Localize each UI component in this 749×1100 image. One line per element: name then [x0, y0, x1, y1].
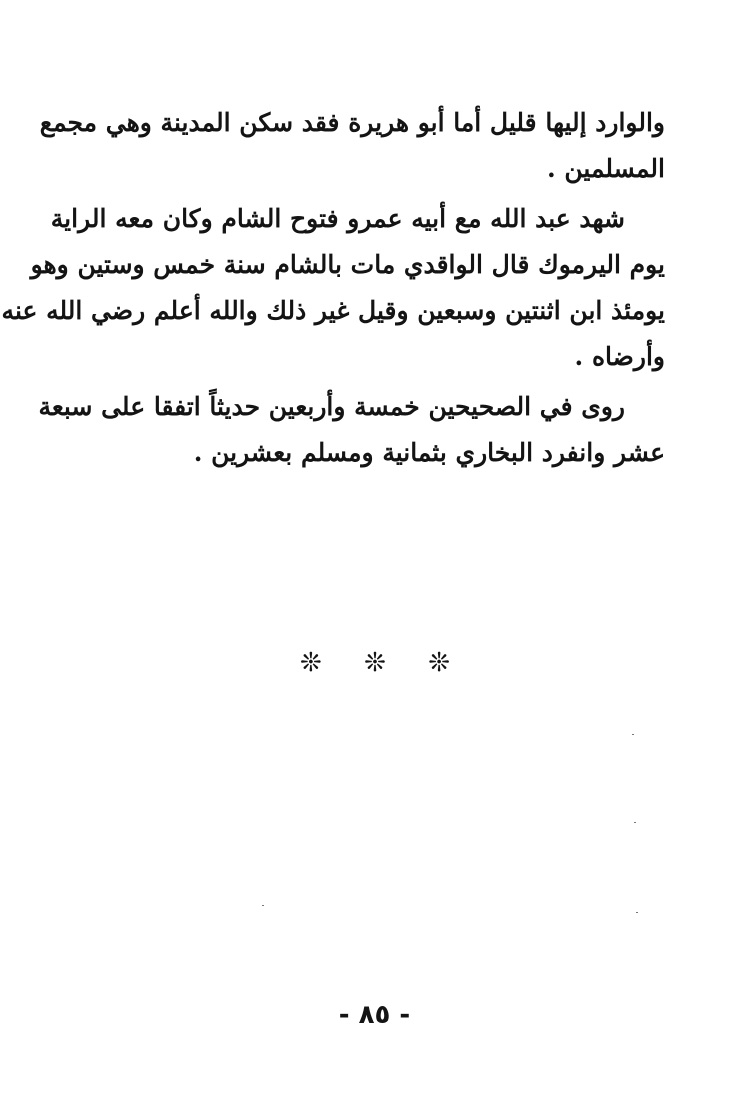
scan-speck: [262, 905, 264, 906]
paragraph-1: [39, 100, 665, 192]
asterism-icon: ❊: [300, 648, 322, 678]
text-line: يوم اليرموك قال الواقدي مات بالشام سنة خمس وستين وهو: [30, 250, 665, 279]
text-line: وأرضاه .: [574, 342, 665, 371]
section-divider: [300, 648, 450, 678]
text-line: والوارد إليها قليل أما أبو هريرة فقد سكن المدينة وهي مجمع: [39, 108, 665, 137]
asterism-icon: ❊: [364, 648, 386, 678]
asterism-icon: ❊: [428, 648, 450, 678]
paragraph-2: [1, 196, 665, 380]
page-body: [1, 100, 665, 480]
scan-speck: [636, 912, 638, 913]
paragraph-3: [38, 384, 665, 476]
text-line: عشر وانفرد البخاري بثمانية ومسلم بعشرين .: [193, 438, 665, 467]
scan-speck: [632, 734, 634, 735]
page-number: - ٨٥ -: [338, 1000, 411, 1030]
text-line: المسلمين .: [546, 154, 665, 183]
text-line: روى في الصحيحين خمسة وأربعين حديثاً اتفقا على سبعة: [38, 392, 625, 421]
scan-speck: [634, 822, 636, 823]
text-line: يومئذ ابن اثنتين وسبعين وقيل غير ذلك والله أعلم رضي الله عنه: [1, 296, 665, 325]
text-line: شهد عبد الله مع أبيه عمرو فتوح الشام وكان معه الراية: [50, 204, 625, 233]
